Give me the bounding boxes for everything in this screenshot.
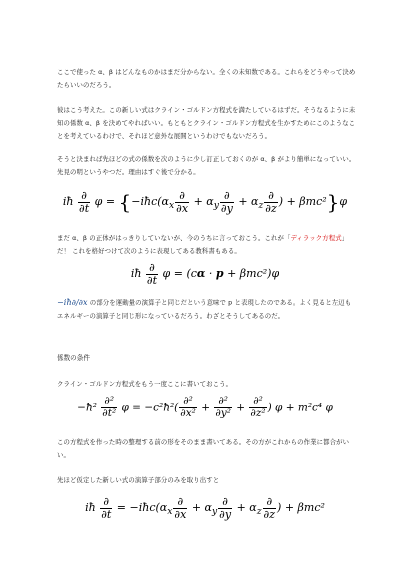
equation-operator-part: iħ $\frac{\partial}{\partial t}$ = $-iħc(\alpha_x$ $\frac{\partial}{\partial x}$ + $\alpha_y$ $\frac{\partial}{\partial y}$ + $\alpha_z$ $\frac{\partial}{\partial z}$ ) + βmc²	[85, 495, 325, 521]
paragraph-dirac-equation-intro	[57, 232, 357, 258]
momentum-operator-symbol: −iħ∂/∂x	[57, 298, 88, 307]
paragraph-coefficient-correction: そうと決まれば先ほどの式の係数を次のように少し訂正しておくのが α、β がより簡単になっていい。先見の明というやつだ。理由はすぐ後で分かる。	[57, 155, 356, 176]
paragraph-klein-gordon-restate: クライン・ゴルドン方程式をもう一度ここに書いておこう。	[57, 380, 233, 388]
paragraph-text-after: 」だ！ これを格好つけて次のように表現してある教科書もある。	[57, 234, 349, 255]
paragraph-unknown-coefficients: ここで使った α、β はどんなものかはまだ分からない。全くの未知数である。これらをどうやって決めたらいいのだろう。	[57, 68, 356, 89]
equation-dirac-compact: iħ $\frac{\partial}{\partial t}$ φ = (cα · p + βmc²)φ	[130, 261, 280, 287]
dirac-equation-highlight: ディラック方程式	[290, 234, 342, 242]
paragraph-momentum-operator	[57, 296, 357, 323]
equation-dirac-expanded: iħ $\frac{\partial}{\partial t}$ $\varphi = \{-iħc(\alpha_x$ $\frac{\partial}{\partial x}$ + $\alpha_y$ $\frac{\partial}{\partial y}$ + $\alpha_z$ $\frac{\partial}{\partial z}$ ) + βmc²}φ	[62, 189, 348, 215]
paragraph-klein-gordon-condition: 彼はこう考えた。この新しい式はクライン・ゴルドン方程式を満たしているはずだ。そうなるように未知の係数 α、β を決めてやればいい。もともとクライン・ゴルドン方程式を生かすためにこのようなことを考えているわけで、それほど意外な展開というわけでもないだろう。	[57, 106, 356, 140]
paragraph-unsimplified-form: この方程式を作った時の整理する前の形をそのまま書いてある。その方がこれからの作業に都合がいい。	[57, 438, 350, 459]
paragraph-text-before: まだ α、β の正体がはっきりしていないが、今のうちに言っておこう。これが「	[57, 234, 291, 242]
paragraph-text: の部分を運動量の演算子と同じだという意味で p と表現したのである。よく見ると左辺もエネルギーの演算子と同じ形になっているだろう。わざとそうしてあるのだ。	[57, 298, 352, 320]
equation-klein-gordon: −ħ² $\frac{\text{∂²}}{\text{∂t²}}$ φ = −c²ħ²( $\frac{\text{∂²}}{\text{∂x²}}$ + $\frac{\text{∂²}}{\text{∂y²}}$ + $\frac{\text{∂²}}{\text{∂z²}}$ ) φ + m²c⁴ φ	[77, 395, 333, 420]
paragraph-extract-operator: 先ほど仮定した新しい式の演算子部分のみを取り出すと	[57, 476, 220, 484]
section-heading: 係数の条件	[57, 354, 90, 362]
